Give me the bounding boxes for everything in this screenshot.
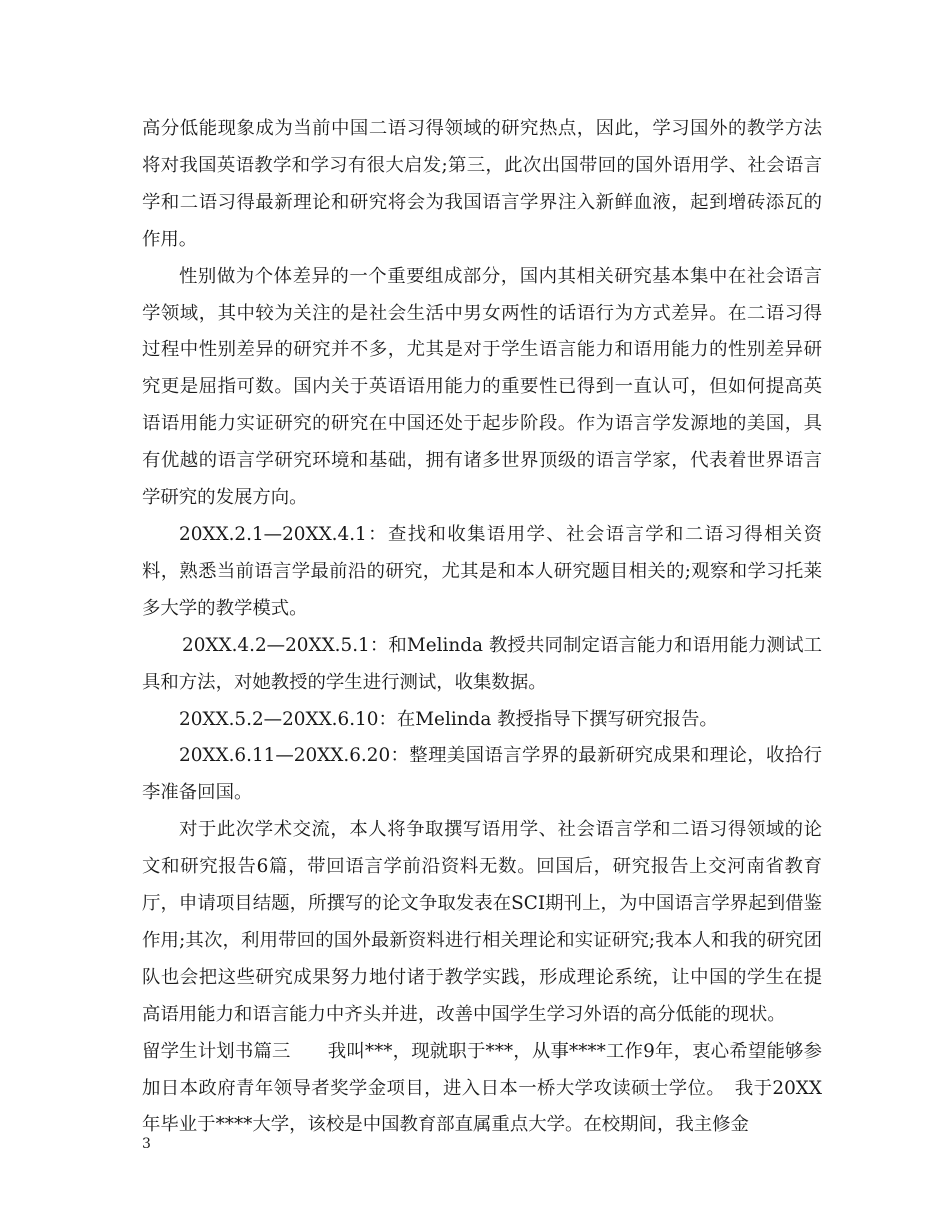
- paragraph-schedule-2: 20XX.4.2—20XX.5.1：和Melinda 教授共同制定语言能力和语用能力测试工具和方法，对她教授的学生进行测试，收集数据。: [142, 634, 822, 693]
- paragraph-schedule-4: 20XX.6.11—20XX.6.20：整理美国语言学界的最新研究成果和理论，收拾行李准备回国。: [142, 745, 822, 804]
- paragraph-continuation: 高分低能现象成为当前中国二语习得领域的研究热点，因此，学习国外的教学方法将对我国英语教学和学习有很大启发;第三，此次出国带回的国外语用学、社会语言学和二语习得最新理论和研究将会为我国语言学界注入新鲜血液，起到增砖添瓦的作用。: [142, 118, 822, 250]
- paragraph-expected-outcomes: 对于此次学术交流，本人将争取撰写语用学、社会语言学和二语习得领域的论文和研究报告6篇，带回语言学前沿资料无数。回国后，研究报告上交河南省教育厅，申请项目结题，所撰写的论文争取发表在SCI期刊上，为中国语言学界起到借鉴作用;其次，利用带回的国外最新资料进行相关理论和实证研究;我本人和我的研究团队也会把这些研究成果努力地付诸于教学实践，形成理论系统，让中国的学生在提高语用能力和语言能力中齐头并进，改善中国学生学习外语的高分低能的现状。: [142, 819, 822, 1025]
- paragraph-schedule-1: 20XX.2.1—20XX.4.1：查找和收集语用学、社会语言学和二语习得相关资料，熟悉当前语言学最前沿的研究，尤其是和本人研究题目相关的;观察和学习托莱多大学的教学模式。: [142, 523, 822, 619]
- paragraph-schedule-3: 20XX.5.2—20XX.6.10：在Melinda 教授指导下撰写研究报告。: [179, 708, 718, 730]
- document-body: [142, 111, 822, 1144]
- page-number: 3: [142, 1136, 151, 1152]
- paragraph-gender-research: 性别做为个体差异的一个重要组成部分，国内其相关研究基本集中在社会语言学领域，其中较为关注的是社会生活中男女两性的话语行为方式差异。在二语习得过程中性别差异的研究并不多，尤其是对于学生语言能力和语用能力的性别差异研究更是屈指可数。国内关于英语语用能力的重要性已得到一直认可，但如何提高英语语用能力实证研究的研究在中国还处于起步阶段。作为语言学发源地的美国，具有优越的语言学研究环境和基础，拥有诸多世界顶级的语言学家，代表着世界语言学研究的发展方向。: [142, 265, 822, 509]
- paragraph-study-plan-three: 留学生计划书篇三 我叫***，现就职于***，从事****工作9年，衷心希望能够参加日本政府青年领导者奖学金项目，进入日本一桥大学攻读硕士学位。 我于20XX年毕业于****大学，该校是中国教育部直属重点大学。在校期间，我主修金: [142, 1040, 822, 1136]
